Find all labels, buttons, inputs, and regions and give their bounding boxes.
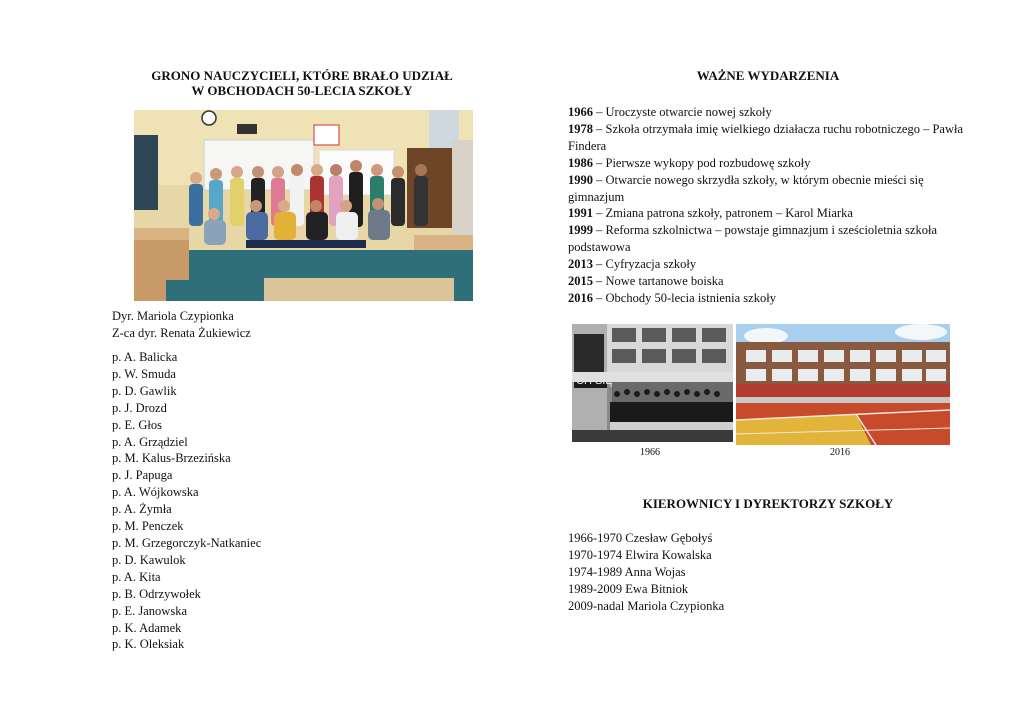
list-item: 2009-nadal Mariola Czypionka — [568, 598, 725, 613]
event-text: – Cyfryzacja szkoły — [593, 257, 697, 272]
event-item — [568, 256, 968, 273]
list-item: p. A. Żymła — [112, 502, 172, 517]
event-year: 1990 — [568, 172, 593, 187]
list-item: p. J. Papuga — [112, 468, 173, 483]
list-item: p. K. Adamek — [112, 620, 182, 635]
right-column — [568, 68, 968, 83]
staff-group-photo — [134, 110, 473, 301]
list-item: 1966-1970 Czesław Gębołyś — [568, 531, 713, 545]
event-year: 2015 — [568, 274, 593, 289]
event-year: 2016 — [568, 290, 593, 305]
event-year: 1978 — [568, 121, 593, 136]
teachers-heading-line-2: W OBCHODACH 50-LECIA SZKOŁY — [191, 83, 413, 98]
list-item: p. A. Grządziel — [112, 434, 188, 449]
event-item — [568, 155, 968, 172]
list-item: 1974-1989 Anna Wojas — [568, 564, 686, 579]
event-item — [568, 104, 968, 121]
list-item: p. J. Drozd — [112, 400, 167, 415]
event-text: – Pierwsze wykopy pod rozbudowę szkoły — [593, 155, 811, 170]
events-list — [568, 104, 968, 307]
event-item — [568, 205, 968, 222]
list-item: p. E. Janowska — [112, 603, 187, 618]
list-item: p. E. Głos — [112, 417, 162, 432]
director-line: Dyr. Mariola Czypionka — [112, 309, 234, 323]
heads-heading: KIEROWNICY I DYREKTORZY SZKOŁY — [642, 496, 894, 511]
event-text: – Reforma szkolnictwa – powstaje gimnazjum i sześcioletnia szkoła podstawowa — [568, 223, 938, 255]
event-year: 1986 — [568, 155, 593, 170]
list-item: p. D. Kawulok — [112, 552, 186, 567]
list-item: 1970-1974 Elwira Kowalska — [568, 547, 712, 562]
events-heading: WAŻNE WYDARZENIA — [696, 68, 840, 83]
teachers-heading-line-1: GRONO NAUCZYCIELI, KTÓRE BRAŁO UDZIAŁ — [151, 68, 453, 83]
teachers-list — [112, 349, 492, 653]
event-text: – Nowe tartanowe boiska — [593, 274, 724, 289]
list-item: 1989-2009 Ewa Bitniok — [568, 581, 689, 596]
list-item: p. B. Odrzywołek — [112, 586, 201, 601]
event-item — [568, 172, 968, 206]
photo-caption-2016: 2016 — [830, 447, 850, 458]
list-item: p. D. Gawlik — [112, 383, 177, 398]
event-text: – Otwarcie nowego skrzydła szkoły, w którym obecnie mieści się gimnazjum — [568, 172, 924, 204]
event-item — [568, 222, 968, 256]
event-item — [568, 290, 968, 307]
heads-list — [568, 530, 968, 615]
school-1966-photo — [572, 324, 733, 442]
list-item: p. A. Wójkowska — [112, 485, 199, 500]
event-item — [568, 273, 968, 290]
left-column — [112, 68, 492, 98]
vice-director-line: Z-ca dyr. Renata Żukiewicz — [112, 325, 251, 340]
event-text: – Zmiana patrona szkoły, patronem – Karol Miarka — [593, 206, 853, 221]
list-item: p. K. Oleksiak — [112, 637, 185, 652]
list-item: p. M. Grzegorczyk-Natkaniec — [112, 535, 262, 550]
event-year: 1966 — [568, 105, 593, 119]
event-year: 1999 — [568, 223, 593, 238]
list-item: p. M. Kalus-Brzezińska — [112, 451, 231, 466]
event-text: – Szkoła otrzymała imię wielkiego działacza ruchu robotniczego – Pawła Findera — [568, 121, 964, 153]
school-2016-photo — [736, 324, 950, 445]
event-text: – Uroczyste otwarcie nowej szkoły — [593, 105, 772, 119]
list-item: p. W. Smuda — [112, 366, 176, 381]
list-item: p. A. Kita — [112, 569, 161, 584]
event-item — [568, 121, 968, 155]
event-text: – Obchody 50-lecia istnienia szkoły — [593, 290, 776, 305]
teachers-heading — [112, 68, 492, 98]
list-item: p. M. Penczek — [112, 519, 184, 534]
directors-list — [112, 308, 492, 342]
heads-section — [568, 496, 968, 511]
event-year: 2013 — [568, 257, 593, 272]
list-item: p. A. Balicka — [112, 350, 178, 364]
event-year: 1991 — [568, 206, 593, 221]
photo-caption-1966: 1966 — [640, 447, 660, 458]
